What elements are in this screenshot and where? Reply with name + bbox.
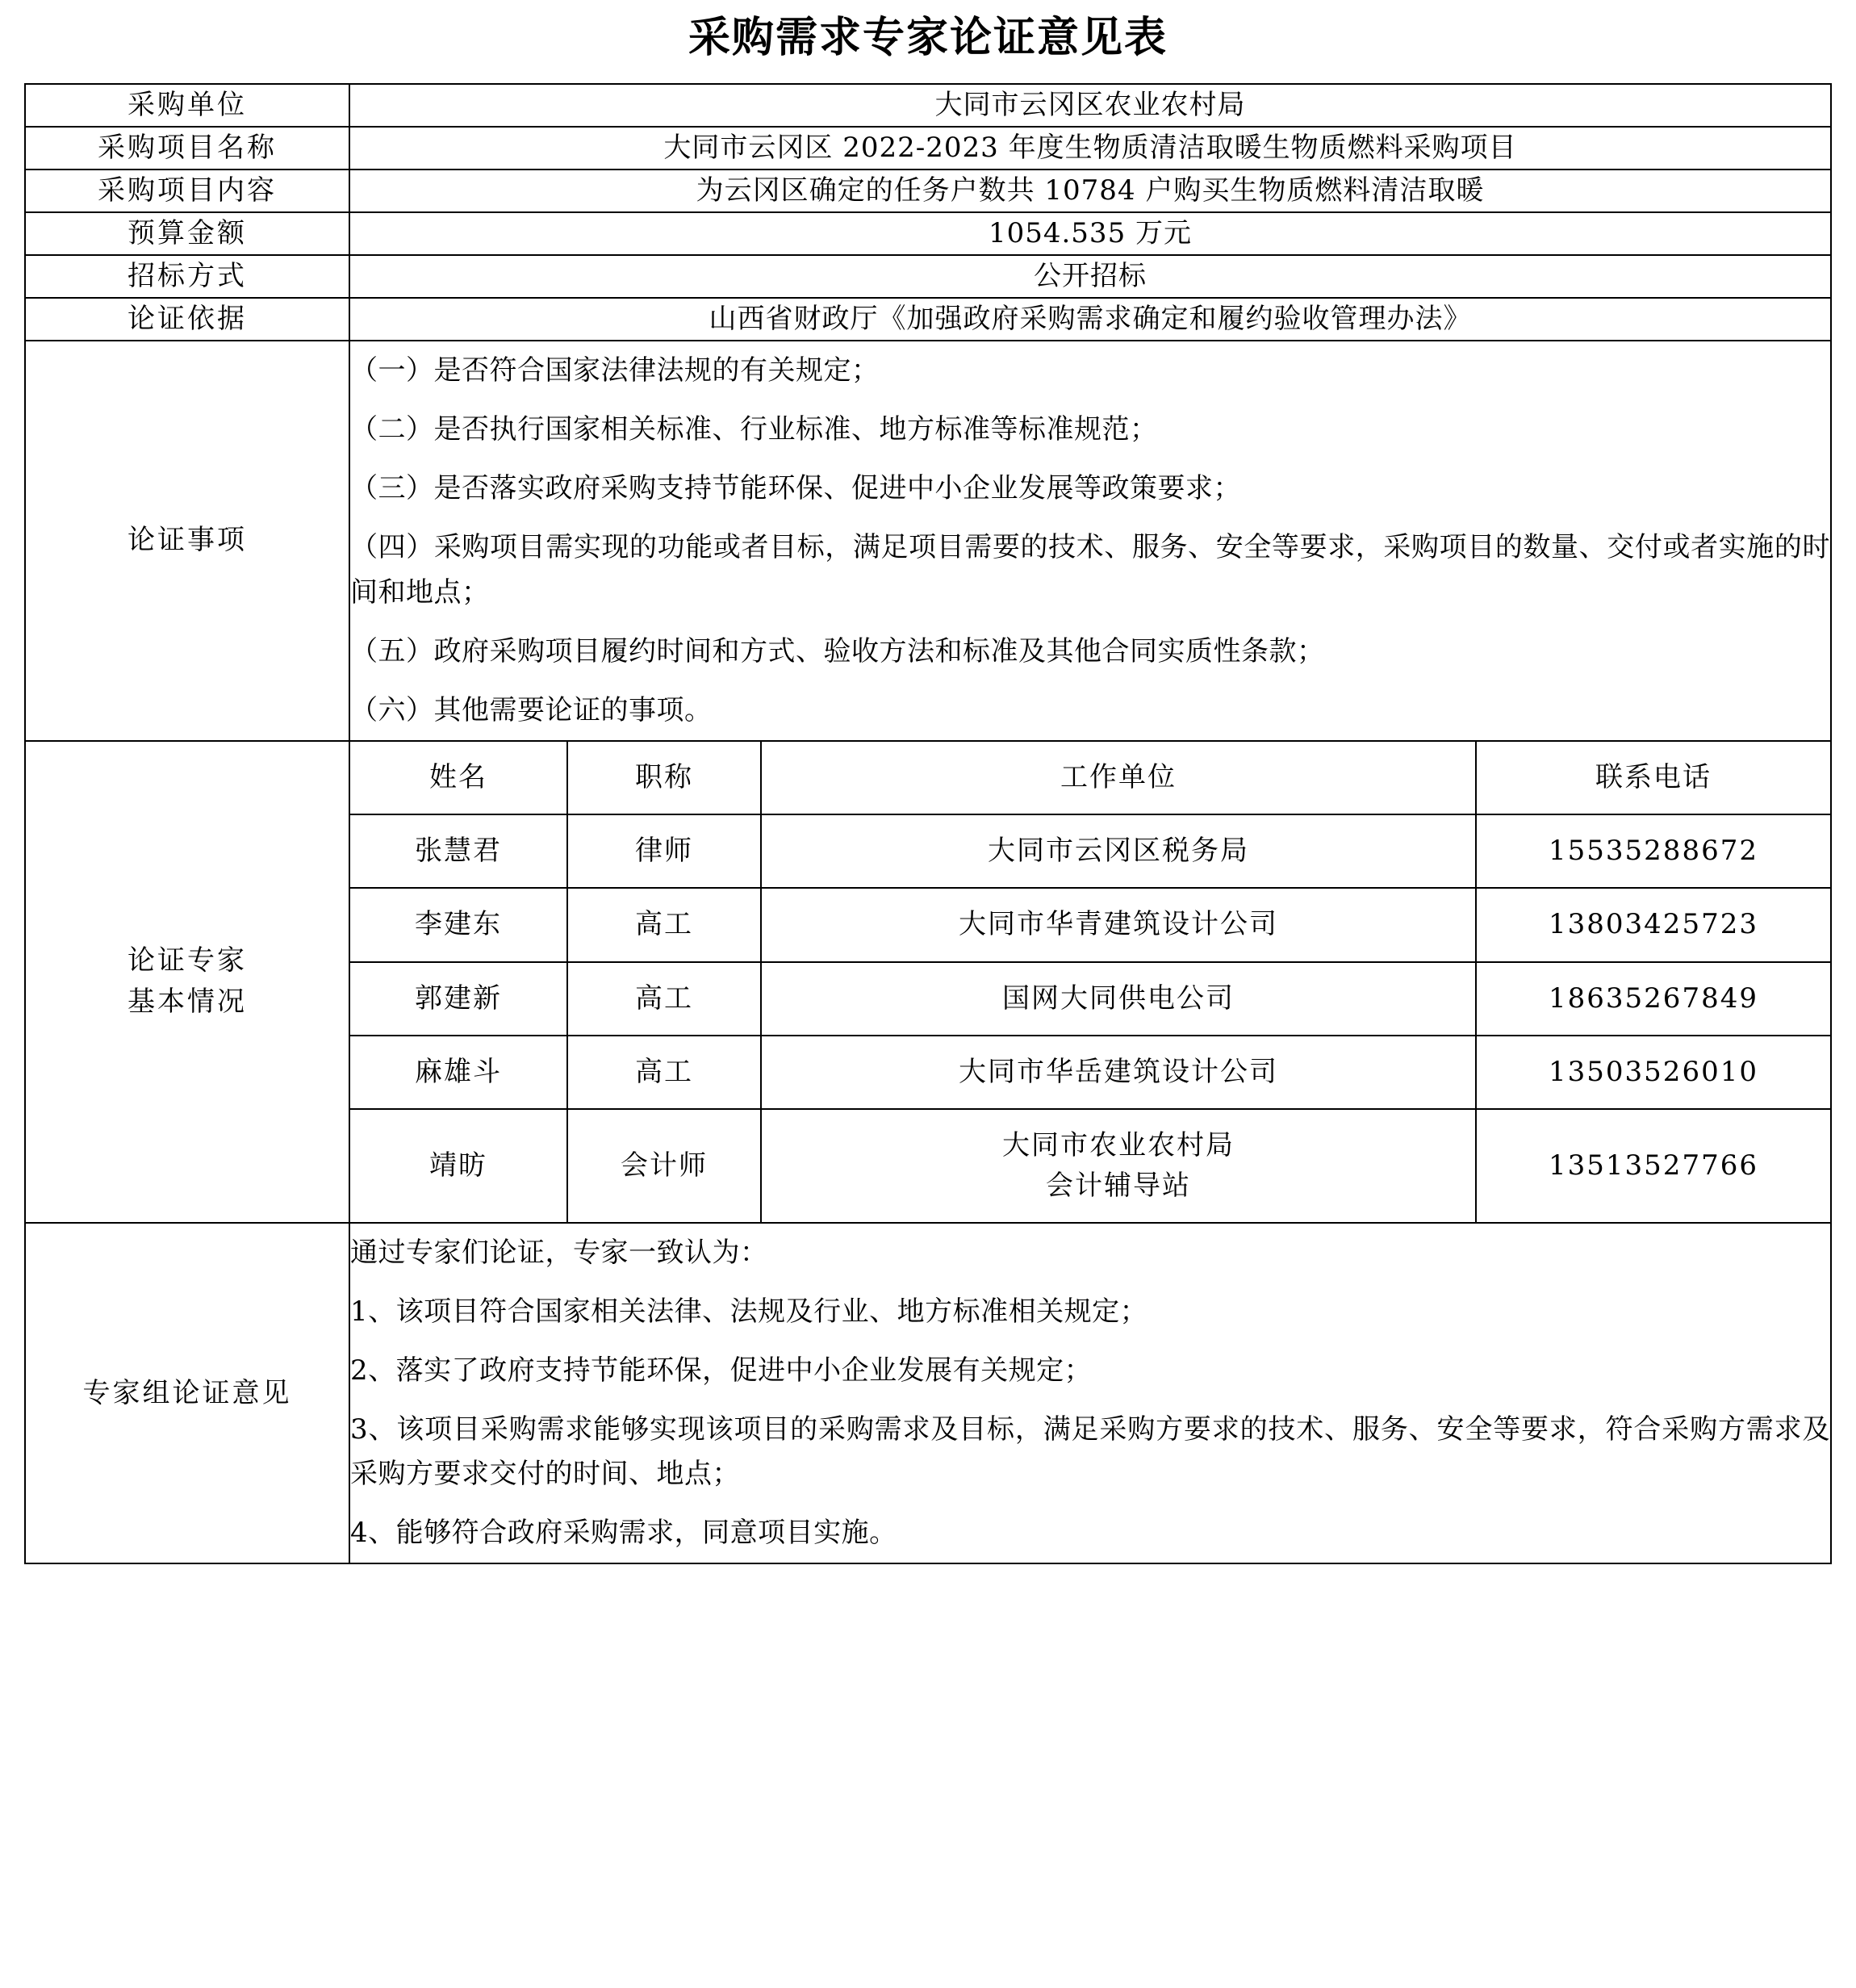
table-row-unit <box>25 84 1831 127</box>
expert-title: 高工 <box>567 962 761 1036</box>
group-opinion-paragraph: 1、该项目符合国家相关法律、法规及行业、地方标准相关规定； <box>350 1295 1148 1328</box>
experts-table <box>350 742 1830 1222</box>
demonstration-items-list <box>349 341 1831 741</box>
demonstration-item: （五）政府采购项目履约时间和方式、验收方法和标准及其他合同实质性条款； <box>350 634 1325 668</box>
table-row <box>350 888 1830 961</box>
table-row-basis <box>25 298 1831 341</box>
group-opinion-paragraph: 通过专家们论证，专家一致认为： <box>350 1236 768 1269</box>
value-unit: 大同市云冈区农业农村局 <box>349 84 1831 127</box>
expert-org: 大同市华青建筑设计公司 <box>761 888 1476 961</box>
table-row-budget <box>25 212 1831 255</box>
column-header-org: 工作单位 <box>761 742 1476 814</box>
expert-name: 郭建新 <box>350 962 567 1036</box>
value-basis: 山西省财政厅《加强政府采购需求确定和履约验收管理办法》 <box>349 298 1831 341</box>
expert-phone: 15535288672 <box>1476 814 1830 888</box>
demonstration-item: （四）采购项目需实现的功能或者目标，满足项目需要的技术、服务、安全等要求，采购项目的数量、交付或者实施的时间和地点； <box>350 531 1830 609</box>
page-title: 采购需求专家论证意见表 <box>688 13 1168 62</box>
label-bidding-method: 招标方式 <box>25 255 349 298</box>
expert-title: 律师 <box>567 814 761 888</box>
value-project-content: 为云冈区确定的任务户数共 10784 户购买生物质燃料清洁取暖 <box>349 170 1831 212</box>
group-opinion-paragraph: 2、落实了政府支持节能环保，促进中小企业发展有关规定； <box>350 1354 1093 1387</box>
column-header-phone: 联系电话 <box>1476 742 1830 814</box>
label-experts-line2: 基本情况 <box>127 986 247 1019</box>
expert-org-line1: 大同市农业农村局 <box>1002 1129 1235 1162</box>
value-project-name: 大同市云冈区 2022-2023 年度生物质清洁取暖生物质燃料采购项目 <box>349 127 1831 170</box>
column-header-name: 姓名 <box>350 742 567 814</box>
procurement-form-table <box>24 83 1832 1564</box>
label-group-opinion: 专家组论证意见 <box>25 1223 349 1563</box>
expert-phone: 13513527766 <box>1476 1109 1830 1222</box>
demonstration-item: （一）是否符合国家法律法规的有关规定； <box>350 354 880 387</box>
expert-org-line2: 会计辅导站 <box>1046 1169 1191 1202</box>
expert-org: 国网大同供电公司 <box>761 962 1476 1036</box>
label-experts-line1: 论证专家 <box>127 944 247 977</box>
label-project-content: 采购项目内容 <box>25 170 349 212</box>
experts-header-row <box>350 742 1830 814</box>
table-row <box>350 1109 1830 1222</box>
expert-title: 会计师 <box>567 1109 761 1222</box>
label-budget: 预算金额 <box>25 212 349 255</box>
expert-org: 大同市华岳建筑设计公司 <box>761 1036 1476 1109</box>
group-opinion-content <box>349 1223 1831 1563</box>
table-row-demonstration-items <box>25 341 1831 741</box>
value-budget: 1054.535 万元 <box>349 212 1831 255</box>
demonstration-item: （三）是否落实政府采购支持节能环保、促进中小企业发展等政策要求； <box>350 472 1241 505</box>
expert-title: 高工 <box>567 1036 761 1109</box>
expert-name: 靖昉 <box>350 1109 567 1222</box>
group-opinion-paragraph: 4、能够符合政府采购需求，同意项目实施。 <box>350 1517 897 1550</box>
table-row-experts <box>25 741 1831 1223</box>
label-unit: 采购单位 <box>25 84 349 127</box>
expert-name: 麻雄斗 <box>350 1036 567 1109</box>
experts-table-host <box>349 741 1831 1223</box>
group-opinion-paragraph: 3、该项目采购需求能够实现该项目的采购需求及目标，满足采购方要求的技术、服务、安全等要求，符合采购方需求及采购方要求交付的时间、地点； <box>350 1413 1830 1491</box>
table-row-project-name <box>25 127 1831 170</box>
table-row-project-content <box>25 170 1831 212</box>
label-project-name: 采购项目名称 <box>25 127 349 170</box>
table-row <box>350 962 1830 1036</box>
label-experts <box>25 741 349 1223</box>
table-row-group-opinion <box>25 1223 1831 1563</box>
label-demonstration-items: 论证事项 <box>25 341 349 741</box>
table-row <box>350 814 1830 888</box>
expert-phone: 13503526010 <box>1476 1036 1830 1109</box>
expert-phone: 18635267849 <box>1476 962 1830 1036</box>
expert-name: 张慧君 <box>350 814 567 888</box>
column-header-title: 职称 <box>567 742 761 814</box>
expert-name: 李建东 <box>350 888 567 961</box>
expert-phone: 13803425723 <box>1476 888 1830 961</box>
expert-title: 高工 <box>567 888 761 961</box>
label-basis: 论证依据 <box>25 298 349 341</box>
demonstration-item: （六）其他需要论证的事项。 <box>350 693 713 726</box>
table-row-bidding-method <box>25 255 1831 298</box>
expert-org <box>761 1109 1476 1222</box>
value-bidding-method: 公开招标 <box>349 255 1831 298</box>
table-row <box>350 1036 1830 1109</box>
expert-org: 大同市云冈区税务局 <box>761 814 1476 888</box>
demonstration-item: （二）是否执行国家相关标准、行业标准、地方标准等标准规范； <box>350 413 1158 446</box>
